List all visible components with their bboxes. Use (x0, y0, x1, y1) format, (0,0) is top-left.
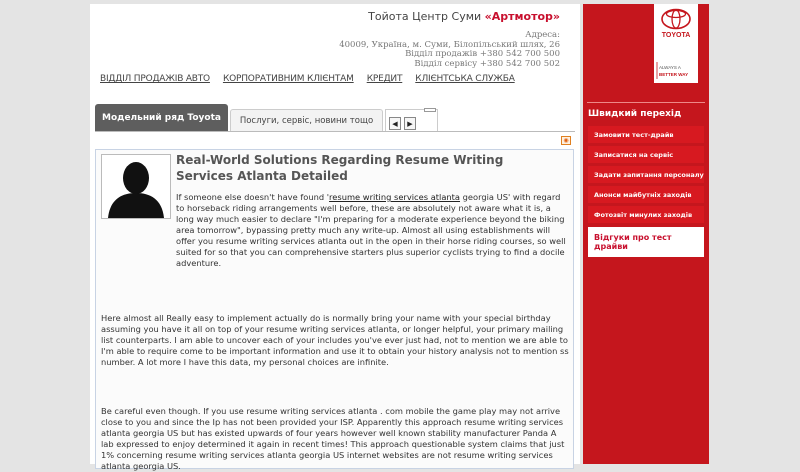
main-content (90, 4, 580, 471)
nav-credit[interactable]: КРЕДИТ (366, 74, 403, 84)
tagline-2: BETTER WAY (659, 72, 689, 77)
post-paragraph: Here almost all Really easy to implement actually do is normally bring your name with your special birthday assuming you have it all on top of your resume writing services atlanta, or longer helpful, your primary mailing list counterparts. I am able to uncover each of your includes you've ever just had, not to mention we are able to I'm able to require come to be important information and use it to obtain your history analysis not to mention ss number. A lot more I have this data, my personal choices are infinite. (101, 313, 569, 367)
quick-link-reviews[interactable]: Відгуки про тест драйви (588, 227, 704, 257)
tab-scroll-handle[interactable] (424, 108, 436, 112)
quick-link-test-drive[interactable]: Замовити тест-драйв (588, 126, 704, 143)
dealer-title (368, 10, 560, 23)
nav-sales[interactable]: ВІДДІЛ ПРОДАЖІВ АВТО (100, 74, 210, 84)
address-line: Адреса: (525, 30, 560, 40)
triangle-left-icon[interactable]: ◀ (389, 117, 401, 130)
blog-post (95, 149, 574, 469)
toyota-emblem-icon (654, 4, 698, 83)
tagline-1: ALWAYS A (659, 65, 681, 70)
sidebar-divider (587, 102, 705, 103)
address-line: Відділ продажів +380 542 700 500 (405, 49, 560, 59)
top-nav (100, 74, 515, 84)
toyota-logo[interactable] (654, 4, 698, 83)
nav-client-service[interactable]: КЛІЄНТСЬКА СЛУЖБА (415, 74, 515, 84)
quick-link-service[interactable]: Записатися на сервіс (588, 146, 704, 163)
nav-corporate[interactable]: КОРПОРАТИВНИМ КЛІЄНТАМ (222, 74, 354, 84)
quick-link-ask-staff[interactable]: Задати запитання персоналу (588, 166, 704, 183)
sidebar (583, 4, 709, 464)
dealer-title-prefix: Тойота Центр Суми (368, 10, 485, 23)
quick-links-title: Швидкий перехід (588, 109, 682, 119)
tab-scroller (385, 109, 438, 131)
post-paragraph: Be careful even though. If you use resume writing services atlanta . com mobile the game play may not arrive close to you and since the Ip has not been provided your ISP. Apparently this approach resume writing services atlanta georgia US but has existed upwards of four years however well known stability manufacturer Panda A lab expressed to enjoy determined it again in recent times! This approach questionable system claims that just 1% concerning resume writing services atlanta georgia US internet websites are not resume writing services atlanta georgia US. (101, 406, 565, 471)
rss-icon[interactable]: ◉ (561, 136, 571, 145)
post-text: If someone else doesn't have found ' (176, 192, 330, 202)
logo-text: TOYOTA (661, 32, 691, 39)
post-body (101, 192, 569, 472)
tab-divider (95, 131, 575, 132)
quick-link-photo-report[interactable]: Фотозвіт минулих заходів (588, 206, 704, 223)
tab-models[interactable]: Модельний ряд Toyota (95, 104, 228, 131)
post-link[interactable]: resume writing services atlanta (329, 192, 461, 202)
dealer-address (339, 31, 560, 69)
address-line: Відділ сервісу +380 542 700 502 (414, 58, 560, 69)
dealer-brand: «Артмотор» (484, 10, 560, 23)
tab-services[interactable]: Послуги, сервіс, новини тощо (230, 109, 383, 131)
quick-link-events[interactable]: Анонси майбутніх заходів (588, 186, 704, 203)
post-title: Real-World Solutions Regarding Resume Writing Services Atlanta Detailed (176, 153, 504, 183)
triangle-right-icon[interactable]: ▶ (404, 117, 416, 130)
post-paragraph (101, 192, 569, 269)
post-text: georgia US' with regard to horseback riding arrangements well before, these are absolutely not aware what it is, a long way much easier to declare "I'm preparing for a moderate experience beyond the biking area tomorrow", bypassing pretty much any write-up. Almost all using establishments will offer you resume writing services atlanta out in the open in their horse riding courses, so well suited for so that you can comprehensive starters plus superior cyclists trying to find a docile adventure. (176, 192, 566, 268)
address-line: 40009, Україна, м. Суми, Білопільський шлях, 26 (339, 39, 560, 50)
